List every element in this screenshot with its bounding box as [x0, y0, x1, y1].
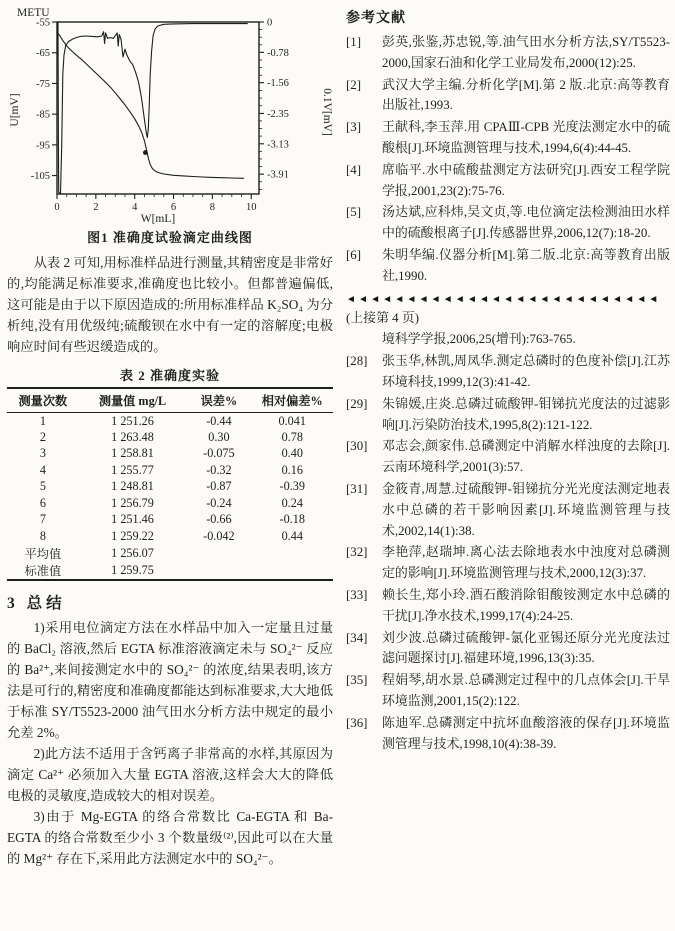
table-header-cell: 测量次数	[7, 388, 79, 413]
reference-number: [28]	[346, 354, 368, 369]
table-cell: -0.87	[206, 479, 232, 494]
table-cell	[186, 545, 251, 562]
reference-text: 朱锦媛,庄炎.总磷过硫酸钾-钼锑抗光度法的过滤影响[J].污染防治技术,1995,8(2):121-122.	[382, 396, 670, 432]
references-list-1	[346, 32, 670, 288]
table-cell	[251, 545, 333, 562]
table-cell: 标准值	[24, 563, 62, 578]
table-cell: 7	[39, 512, 46, 527]
reference-text: 席临平.水中硫酸盐测定方法研究[J].西安工程学院学报,2001,23(2):75-76.	[382, 162, 670, 198]
table-cell: 4	[39, 462, 46, 477]
table-cell: 1 256.79	[111, 495, 154, 510]
table-cell: 6	[39, 495, 46, 510]
right-tick-label: 0	[267, 17, 273, 29]
chart-left-axis-label: U[mV]	[9, 93, 21, 127]
reference-number: [1]	[346, 35, 362, 49]
left-tick-label: -65	[36, 48, 50, 60]
summary-paragraph-3: 3)由于 Mg-EGTA 的络合常数比 Ca-EGTA 和 Ba-EGTA 的络合常数至少小 3 个数量级⁽²⁾,因此可以在大量的 Mg²⁺ 存在下,采用此方法测定水中的 SO₄²⁻。	[7, 808, 333, 866]
left-tick-label: -105	[30, 171, 50, 183]
reference-text: 陈迪军.总磷测定中抗坏血酸溶液的保存[J].环境监测管理与技术,1998,10(4):38-39.	[382, 715, 670, 751]
right-column	[346, 6, 670, 931]
figure-caption: 图1 准确度试验滴定曲线图	[87, 230, 253, 245]
chart-top-label: METU	[17, 7, 50, 19]
reference-number: [34]	[346, 630, 368, 645]
reference-item	[346, 351, 670, 393]
continued-from-note: (上接第 4 页)	[346, 310, 420, 325]
references-list-2	[346, 351, 670, 755]
table-cell: 3	[39, 446, 46, 461]
table-header-cell: 误差%	[186, 388, 251, 413]
table-row	[7, 479, 333, 496]
right-tick-label: -2.35	[267, 108, 289, 120]
summary-paragraph-2: 2)此方法不适用于含钙离子非常高的水样,其原因为滴定 Ca²⁺ 必须加入大量 EGTA 溶液,这样会大大的降低电极的灵敏度,造成较大的相对误差。	[7, 745, 333, 803]
reference-text: 汤达斌,应科炜,吴文贞,等.电位滴定法检测油田水样中的硫酸根离子[J].传感器世界,2006,12(7):18-20.	[382, 205, 670, 241]
table-cell: -0.32	[206, 462, 232, 477]
x-tick-label: 6	[170, 202, 177, 213]
table-row	[7, 562, 333, 580]
reference-item	[346, 32, 670, 74]
reference-number: [6]	[346, 247, 362, 262]
reference-text: 王献科,李玉萍.用 CPAⅢ-CPB 光度法测定水中的硫酸根[J].环境监测管理与技术,1994,6(4):44-45.	[382, 120, 670, 155]
table-cell: 1 259.22	[111, 528, 154, 543]
x-tick-label: 4	[132, 202, 138, 213]
reference-item	[346, 436, 670, 478]
reference-item	[346, 628, 670, 670]
titration-curve	[57, 32, 244, 178]
table-cell: 0.16	[281, 462, 303, 477]
reference-number: [29]	[346, 396, 368, 411]
reference-number: [31]	[346, 481, 368, 496]
reference-text: 邓志会,颜家伟.总磷测定中消解水样浊度的去除[J].云南环境科学,2001(3):57.	[382, 439, 670, 475]
reference-text: 彭英,张鉴,苏忠锐,等.油气田水分析方法,SY/T5523-2000,国家石油和化学工业局发布,2000(12):25.	[382, 35, 670, 70]
reference-text: 李艳萍,赵瑞坤.离心法去除地表水中浊度对总磷测定的影响[J].环境监测管理与技术,2000,12(3):37.	[382, 545, 670, 581]
table-row	[7, 429, 333, 446]
table-cell: 2	[39, 429, 46, 444]
reference-number: [35]	[346, 673, 368, 688]
reference-text: 朱明华编.仪器分析[M].第二版.北京:高等教育出版社,1990.	[382, 247, 670, 283]
right-tick-label: -3.91	[267, 169, 289, 181]
left-arrows-divider-icon: ◄◄◄◄◄◄◄◄◄◄◄◄◄◄◄◄◄◄◄◄◄◄◄◄◄◄	[346, 293, 661, 305]
left-tick-label: -75	[36, 78, 50, 90]
reference-number: [32]	[346, 545, 368, 560]
reference-text: 刘少波.总磷过硫酸钾-氯化亚锡还原分光光度法过滤问题探讨[J].福建环境,1996,13(3):35.	[382, 630, 670, 666]
body-paragraph: 从表 2 可知,用标准样品进行测量,其精密度是非常好的,均能满足标准要求,准确度也比较小。但都普遍偏低,这可能是由于以下原因造成的:所用标准样品 K₂SO₄ 为分析纯,没有用优级纯;硫酸钡在水中有一定的溶解度;电极响应时间有些迟缓造成的。	[7, 255, 333, 354]
table-cell: 0.78	[281, 429, 303, 444]
reference-number: [33]	[346, 587, 368, 602]
reference-item	[346, 202, 670, 244]
left-tick-label: -55	[36, 17, 50, 29]
chart-x-axis-label: W[mL]	[140, 213, 176, 225]
continued-reference-tail: 境科学学报,2006,25(增刊):763-765.	[382, 332, 576, 347]
table-row	[7, 528, 333, 545]
reference-item	[346, 75, 670, 117]
table-cell: 0.44	[281, 528, 303, 543]
left-column	[7, 6, 333, 931]
reference-item	[346, 160, 670, 202]
titration-chart-svg	[7, 6, 333, 226]
table-cell: 1 255.77	[111, 462, 154, 477]
table-cell: 0.041	[278, 413, 306, 428]
reference-item	[346, 670, 670, 712]
table-cell	[251, 562, 333, 580]
reference-number: [30]	[346, 439, 368, 454]
left-tick-label: -85	[36, 109, 50, 121]
table-row	[7, 413, 333, 430]
x-tick-label: 0	[54, 202, 60, 213]
reference-number: [3]	[346, 120, 362, 135]
table-cell: 1 248.81	[111, 479, 154, 494]
table-header-cell: 相对偏差%	[251, 388, 333, 413]
reference-text: 程娟琴,胡水景.总磷测定过程中的几点体会[J].干旱环境监测,2001,15(2):122.	[382, 673, 670, 708]
reference-item	[346, 245, 670, 287]
right-tick-label: -0.78	[267, 47, 289, 59]
table-cell: -0.042	[203, 528, 235, 543]
table-row	[7, 495, 333, 512]
table-cell: 1 263.48	[111, 429, 154, 444]
table-cell: 0.30	[208, 429, 230, 444]
table-cell: -0.39	[279, 479, 305, 494]
x-tick-label: 8	[209, 202, 216, 213]
table-cell: -0.24	[206, 495, 232, 510]
reference-text: 武汉大学主编.分析化学[M].第 2 版.北京:高等教育出版社,1993.	[382, 77, 670, 113]
reference-item	[346, 585, 670, 627]
reference-item	[346, 394, 670, 436]
reference-text: 赖长生,郑小玲.酒石酸消除钼酸铵测定水中总磷的干扰[J].净水技术,1999,17(4):24-25.	[382, 587, 670, 623]
table-cell: 1 251.26	[111, 413, 154, 428]
table-cell: 0.40	[281, 446, 303, 461]
chart-plot-area	[31, 18, 289, 214]
section-heading: 3 总结	[7, 594, 66, 612]
table-cell: 8	[39, 528, 46, 543]
equivalence-point-marker	[143, 150, 148, 155]
right-tick-label: -1.56	[267, 78, 289, 90]
table-cell: -0.18	[279, 512, 305, 527]
table-cell: 1 251.46	[111, 512, 154, 527]
table-cell: 0.24	[281, 495, 303, 510]
table-row	[7, 545, 333, 562]
accuracy-table-head	[7, 388, 333, 413]
right-tick-label: -3.13	[267, 139, 289, 151]
table-row	[7, 462, 333, 479]
table-cell: -0.44	[206, 413, 232, 428]
table-row	[7, 512, 333, 529]
table-header-cell: 测量值 mg/L	[79, 388, 187, 413]
reference-item	[346, 713, 670, 755]
reference-item	[346, 117, 670, 159]
table-cell: 平均值	[24, 546, 62, 561]
reference-text: 张玉华,林凯,周凤华.测定总磷时的色度补偿[J].江苏环境科技,1999,12(3):41-42.	[382, 354, 670, 389]
reference-item	[346, 479, 670, 541]
accuracy-table	[7, 387, 333, 581]
table-cell: 1 258.81	[111, 446, 154, 461]
table-cell: 1 256.07	[111, 545, 154, 560]
table-title: 表 2 准确度实验	[119, 368, 220, 383]
reference-text: 金筱青,周慧.过硫酸钾-钼锑抗分光光度法测定地表水中总磷的若干影响因素[J].环境监测管理与技术,2002,14(1):38.	[382, 481, 670, 538]
plot-frame	[57, 22, 259, 194]
references-heading: 参考文献	[346, 11, 406, 26]
summary-paragraph-1: 1)采用电位滴定方法在水样品中加入一定量且过量的 BaCl₂ 溶液,然后 EGTA 标准溶液滴定未与 SO₄²⁻ 反应的 Ba²⁺,来间接测定水中的 SO₄²⁻ 的浓度,结果表明,该方法是可行的,精密度和准确度都能达到标准要求,大大地低于标准 SY/T5523-2000 油气田水分析方法中规定的最小允差 2%。	[7, 619, 333, 740]
x-tick-label: 10	[245, 202, 257, 213]
reference-number: [5]	[346, 205, 362, 220]
derivative-curve	[58, 23, 247, 193]
reference-number: [4]	[346, 162, 362, 177]
table-cell: 5	[39, 479, 46, 494]
left-tick-label: -95	[36, 140, 50, 152]
table-row	[7, 446, 333, 463]
figure-1	[7, 6, 333, 246]
x-tick-label: 2	[93, 202, 99, 213]
table-cell: 1	[39, 413, 46, 428]
table-cell	[186, 562, 251, 580]
accuracy-table-body	[7, 413, 333, 580]
chart-right-axis-label: 0.1V[mV]	[321, 88, 333, 136]
table-cell: -0.075	[203, 446, 235, 461]
table-cell: 1 259.75	[111, 562, 154, 577]
reference-number: [36]	[346, 715, 368, 730]
reference-number: [2]	[346, 77, 362, 92]
accuracy-table-head-row	[7, 388, 333, 413]
reference-item	[346, 542, 670, 584]
table-cell: -0.66	[206, 512, 232, 527]
